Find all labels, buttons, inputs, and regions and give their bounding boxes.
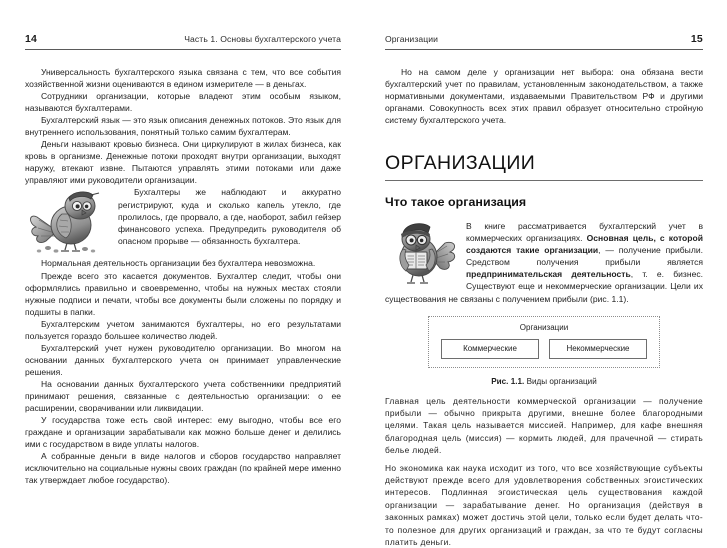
figure-node-commercial: Коммерческие	[441, 339, 539, 359]
left-paragraph-10: На основании данных бухгалтерского учета собственники предприятий принимают решения, связанные с деятельностью организации: о ее расширении, сворачивании или ликвидации.	[25, 378, 341, 414]
section-title: Что такое организация	[385, 195, 527, 210]
owl-reading-icon	[387, 221, 459, 289]
owl-accountant-icon	[27, 187, 111, 257]
right-running-title: Организации	[385, 34, 439, 44]
left-paragraph-9: Бухгалтерский учет нужен руководителю организации. Во многом на основании данных бухгалтерского учета он принимает управленческие решения.	[25, 342, 341, 377]
right-page	[363, 0, 727, 548]
figure-caption	[385, 377, 703, 386]
intro-segment-1: В книге рассматривается бухгалтерский учет в коммерческих организациях.	[466, 221, 703, 244]
left-paragraph-12: А собранные деньги в виде налогов и сборов государство направляет исключительно на социальные нужны своих граждан (по крайней мере именно так утверждает любое государство).	[25, 451, 341, 486]
figure-1-1	[385, 316, 703, 386]
left-running-title: Часть 1. Основы бухгалтерского учета	[184, 34, 341, 44]
figure-child-nodes	[441, 339, 647, 359]
spacer-after-figure	[385, 386, 703, 395]
left-paragraph-7: Прежде всего это касается документов. Бухгалтер следит, чтобы они оформлялись правильно и своевременно, чтобы на нужных местах стояли нужные подписи и печати, чтобы все документы были сложены по порядку и подшиты в папки.	[25, 270, 341, 317]
right-page-number: 15	[690, 33, 703, 45]
left-page	[0, 0, 363, 540]
right-paragraph-1: Но на самом деле у организации нет выбора: она обязана вести бухгалтерский учет по правилам, установленным законодательством, а также нормативными документами, издаваемыми Правительством РФ и другими органами. Совокупность всех этих правил образует относительно стройную систему бухгалтерского учета.	[385, 67, 703, 126]
left-paragraph-4: Деньги называют кровью бизнеса. Они циркулируют в жилах бизнеса, как кровь в организме. Денежные потоки проходят внутри организации, выходят наружу, втекают извне. Пытаются управлять этими потоками или даже управляют ими руководители организации.	[25, 139, 341, 186]
figure-caption-text: Виды организаций	[526, 376, 597, 386]
intro-bold-2: предпринимательская деятельность	[466, 269, 631, 280]
right-illustration-wrap	[385, 220, 703, 304]
right-after-figure-paragraph-2: Но экономика как наука исходит из того, что все хозяйствующие субъекты действуют прежде всего для удовлетворения собственных эгоистических интересов. Подлинная эгоистическая цель существования каждой организации — зарабатывание денег. Но организация (действуя в законных рамках) может достичь этой цели, только если будет делать что-то полезное для других организаций и граждан, за что те будут согласны платить деньги.	[385, 462, 703, 548]
left-paragraph-11: У государства тоже есть свой интерес: ему выгодно, чтобы все его граждане и организации зарабатывали как можно больше денег и делились ими с государством в виде уплаты налогов.	[25, 415, 341, 450]
left-paragraph-3: Бухгалтерский язык — это язык описания денежных потоков. Это язык для внутреннего использования, понятный только самим бухгалтерам.	[25, 115, 341, 138]
left-paragraph-5: Бухгалтеры же наблюдают и аккуратно регистрируют, куда и сколько капель утекло, где пролилось, где прорвало, а где, наоборот, забил гейзер финансового успеха. Предупредить руководителя об опасном прорыве — обязанность бухгалтера.	[118, 187, 341, 246]
figure-root-node: Организации	[519, 322, 569, 332]
right-running-head	[385, 33, 703, 50]
chapter-title: ОРГАНИЗАЦИИ	[385, 152, 703, 181]
left-paragraph-6: Нормальная деятельность организации без бухгалтера невозможна.	[41, 258, 316, 269]
left-paragraph-8: Бухгалтерским учетом занимаются бухгалтеры, но его результатами пользуется гораздо большее количество людей.	[25, 318, 341, 341]
left-running-head	[25, 33, 341, 50]
figure-number: Рис. 1.1.	[491, 376, 525, 386]
right-after-figure-paragraph-1: Главная цель деятельности коммерческой организации — получение прибыли — обычно прикрыта другими, внешне более благородными целями. Такая цель называется миссией. Например, для кафе внешняя благородная цель (миссия) — кормить людей, для прачечной — стирать белье людей.	[385, 395, 703, 456]
figure-outer-box	[428, 316, 660, 368]
left-paragraph-2: Сотрудники организации, которые владеют этим особым языком, называются бухгалтерами.	[25, 91, 341, 114]
intro-segment-5: , т. е. бизнес. Существуют еще и некоммерческие организации. Цели их существования не связаны с получением прибыли (рис. 1.1).	[385, 269, 703, 304]
left-page-number: 14	[25, 33, 38, 45]
left-illustration-wrap	[25, 186, 341, 257]
left-paragraph-1: Универсальность бухгалтерского языка связана с тем, что все события хозяйственной жизни оцениваются в едином измерителе — в деньгах.	[25, 67, 341, 90]
figure-node-noncommercial: Некоммерческие	[549, 339, 647, 359]
intro-segment-3: , — получение прибыли. Средством получения прибыли является	[466, 245, 703, 268]
intro-bold-1: Основная цель, с которой создаются такие организации	[466, 233, 703, 256]
